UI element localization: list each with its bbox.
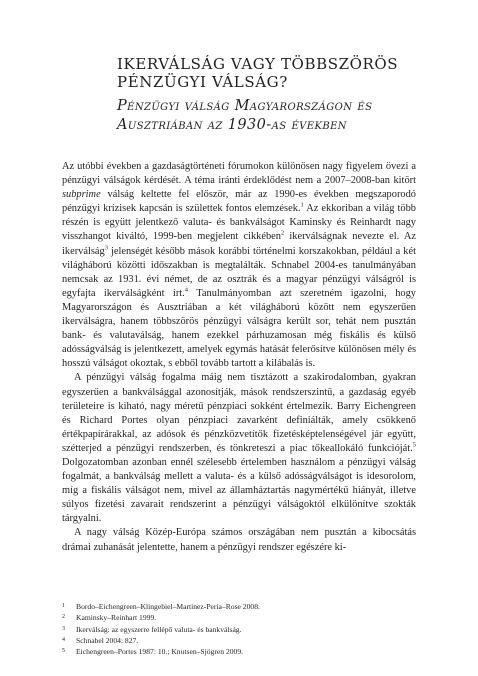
footnote-marker: 5 — [412, 441, 416, 449]
footnote-marker: 3 — [104, 244, 108, 252]
text-run: A nagy válság Közép-Európa számos országában nem pusztán a kibocsátás drámai zuhanását jelentette, hanem a pénzügyi rendszer egészére ki- — [62, 527, 416, 553]
footnote-number: 2 — [62, 614, 65, 621]
text-run: ikerválságnak nevezte el. Az ikerválság — [62, 231, 416, 257]
footnote-text: Eichengreen–Portes 1987: 10.; Knutsen–Sjögren 2009. — [76, 647, 244, 657]
text-run: jelenségét később mások korábbi történelmi korszakokban, például a két világháború közötti időszakban is megtalálták. Schnabel 2004-es tanulmányában nemcsak az 1931. évi német, de az osztrák és a magyar pénzügyi válságról is egyfajta ikerválságként írt. — [62, 245, 416, 299]
text-run: Dolgozatomban azonban ennél szélesebb értelemben használom a pénzügyi válság fogalmát, a bankválság mellett a valuta- és a külső adósságválságot is idesorolom, míg a fiskális válságot nem, mivel az államháztartás nagymértékű hiányát, illetve súlyos fizetési zavarait rendszerint a pénzügyi válságoktól elkülönítve szokták tárgyalni. — [62, 456, 416, 525]
text-run: A pénzügyi válság fogalma máig nem tisztázott a szakirodalomban, gyakran egyszerűen a bankválsággal azonosítják, mások rendszerszintű, a gazdaság egyéb területeire is kiható, nagy méretű pénzpiaci sokként értelmezik. Barry Eichengreen és Richard Portes olyan pénzpiaci zavarként definiálták, amely csökkenő értékpapírárakkal, az adósok és pénzközvetítők fizetésképtelenségével jár együtt, szétterjed a pénzügyi rendszerben, és tönkreteszi a piac tőkeallokáló funkcióját. — [62, 372, 416, 454]
text-run: Az ekkoriban a világ több részén is együtt jelentkező valuta- és bankválságot Kaminsky és Reinhardt nagy visszhangot kiváltó, 1999-ben megjelent cikkében — [62, 203, 416, 243]
footnote-number: 3 — [62, 625, 65, 632]
footnote-text: Kaminsky–Reinhart 1999. — [76, 613, 157, 623]
footnote-number: 4 — [62, 636, 65, 643]
footnote-number: 1 — [62, 603, 65, 609]
footnote — [62, 601, 416, 612]
footnote-marker: 2 — [280, 230, 285, 237]
footnote-marker: 1 — [300, 201, 304, 209]
text-run: Tanulmányomban azt szeretném igazolni, hogy Magyarországon és Ausztriában a két világháború között nem egyszerűen ikerválságra, hanem többszörös pénzügyi válságra került sor, tehát nem pusztán bank- és valutaválság, hanem ezekkel párhuzamosan még fiskális és külső adósságválság is jelentkezett, amelyek egymás hatását felerősítve különösen mély és hosszú válságot okoztak, s ebből tovább tartott a kilábalás is. — [62, 287, 416, 370]
footnote — [62, 624, 416, 635]
footnote — [62, 635, 416, 646]
footnote-text: Ikerválság: az egyszerre fellépő valuta- és bankválság. — [76, 624, 242, 634]
footnote — [62, 612, 416, 623]
body-paragraph — [62, 160, 416, 371]
footnotes — [62, 601, 416, 657]
body-paragraph — [62, 526, 416, 554]
body-text — [62, 160, 416, 555]
footnote — [62, 646, 416, 657]
chapter-subtitle: Pénzügyi válság Magyarországon és Ausztriában az 1930-as években — [117, 98, 373, 133]
footnote-text: Schnabel 2004: 827. — [76, 635, 139, 645]
footnote-marker: 4 — [184, 286, 189, 294]
chapter-title: IKERVÁLSÁG VAGY TÖBBSZÖRÖS PÉNZÜGYI VÁLSÁG? — [117, 55, 399, 91]
text-run: válság keltette fel először, már az 1990-es években megszaporodó pénzügyi krízisek kapcsán is születtek fontos elemzések. — [62, 189, 416, 215]
footnote-number: 5 — [62, 648, 65, 655]
body-paragraph — [62, 371, 416, 526]
italic-term: subprime — [62, 189, 101, 201]
text-run: Az utóbbi években a gazdaságtörténeti fórumokon különösen nagy figyelem övezi a pénzügyi válságok kérdését. A téma iránti érdeklődést nem a 2007–2008-ban kitört — [62, 161, 416, 187]
footnote-text: Bordo–Eichengreen–Klingebiel–Martinez-Peria–Rose 2008. — [76, 602, 260, 611]
